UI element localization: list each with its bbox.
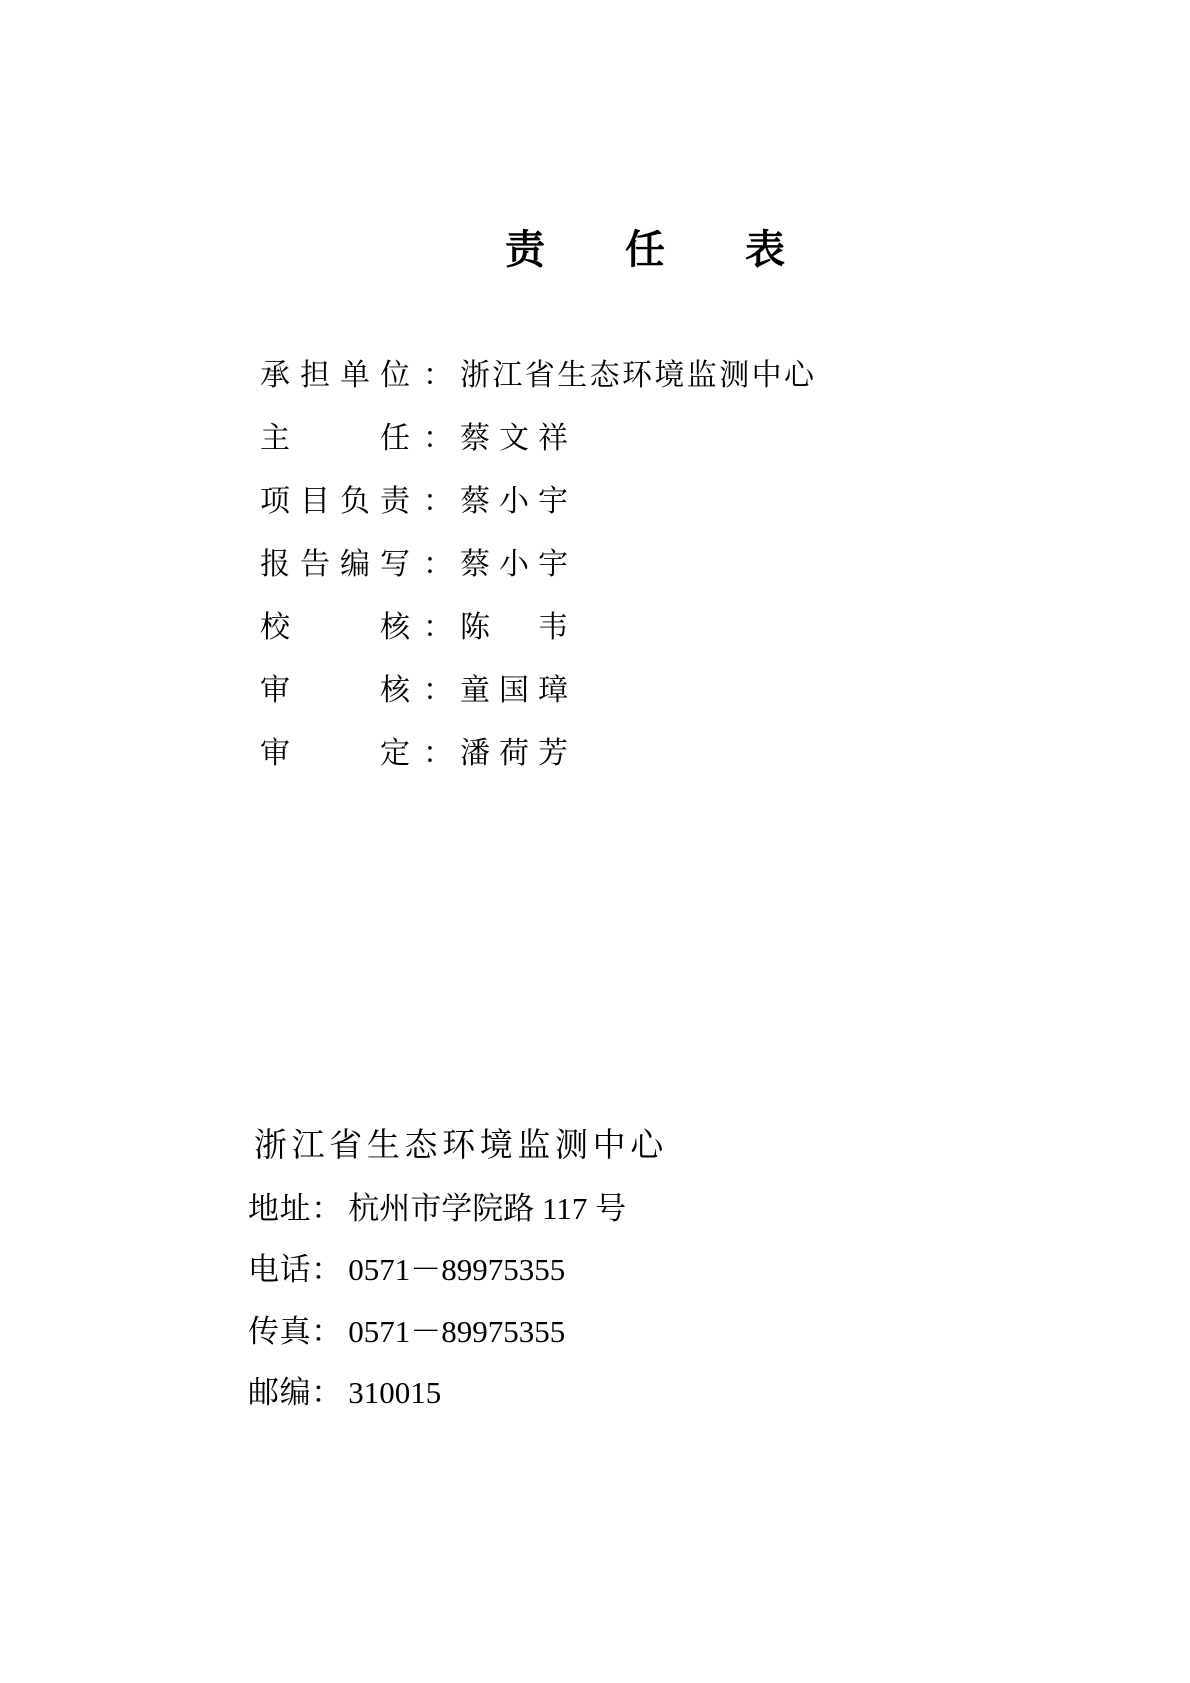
- contact-colon: ：: [311, 1190, 343, 1226]
- contact-colon: ：: [311, 1313, 343, 1349]
- row-colon: ：: [423, 359, 453, 392]
- row-value: 陈 韦: [460, 611, 577, 644]
- responsibility-row-report-writer: [260, 533, 816, 596]
- contact-line-phone: [248, 1239, 668, 1301]
- row-colon: ：: [423, 737, 453, 770]
- responsibility-row-approver: [260, 722, 816, 785]
- responsibility-row-checker: [260, 596, 816, 659]
- row-label: 报告编写: [260, 548, 410, 581]
- contact-label: 邮编: [248, 1375, 312, 1410]
- contact-value: 0571－89975355: [348, 1252, 566, 1287]
- row-value: 潘荷芳: [460, 737, 577, 770]
- organization-name: 浙江省生态环境监测中心: [254, 1128, 668, 1164]
- row-value: 浙江省生态环境监测中心: [460, 359, 817, 392]
- row-value: 童国璋: [460, 674, 577, 707]
- contact-value: 0571－89975355: [348, 1313, 566, 1349]
- row-value: 蔡小宇: [460, 548, 577, 581]
- page-title: [505, 228, 820, 272]
- contact-label: 传真: [248, 1313, 312, 1349]
- row-label: 承担单位: [260, 359, 410, 392]
- contact-line-fax: [248, 1301, 668, 1363]
- row-label: 校核: [260, 611, 410, 644]
- row-label: 项目负责: [260, 485, 410, 518]
- responsibility-row-reviewer: [260, 659, 816, 722]
- row-label: 主任: [260, 422, 410, 455]
- contact-label: 电话: [248, 1252, 312, 1287]
- contact-colon: ：: [311, 1375, 343, 1410]
- row-value: 蔡小宇: [460, 485, 577, 518]
- row-colon: ：: [423, 422, 453, 455]
- contact-label: 地址: [248, 1190, 312, 1226]
- row-colon: ：: [423, 548, 453, 581]
- row-label: 审核: [260, 674, 410, 707]
- page-title-text: 责 任 表: [505, 227, 820, 272]
- row-label: 审定: [260, 737, 410, 770]
- responsibility-row-director: [260, 407, 816, 470]
- contact-info-block: [248, 1116, 668, 1424]
- contact-value: 杭州市学院路 117 号: [348, 1190, 627, 1226]
- contact-line-postcode: [248, 1362, 668, 1424]
- contact-line-address: [248, 1178, 668, 1240]
- row-value: 蔡文祥: [460, 422, 577, 455]
- row-colon: ：: [423, 674, 453, 707]
- responsibility-row-undertaking-unit: [260, 344, 816, 407]
- responsibility-table: [260, 344, 816, 785]
- contact-colon: ：: [311, 1252, 343, 1287]
- contact-value: 310015: [348, 1375, 442, 1410]
- row-colon: ：: [423, 485, 453, 518]
- row-colon: ：: [423, 611, 453, 644]
- responsibility-row-project-lead: [260, 470, 816, 533]
